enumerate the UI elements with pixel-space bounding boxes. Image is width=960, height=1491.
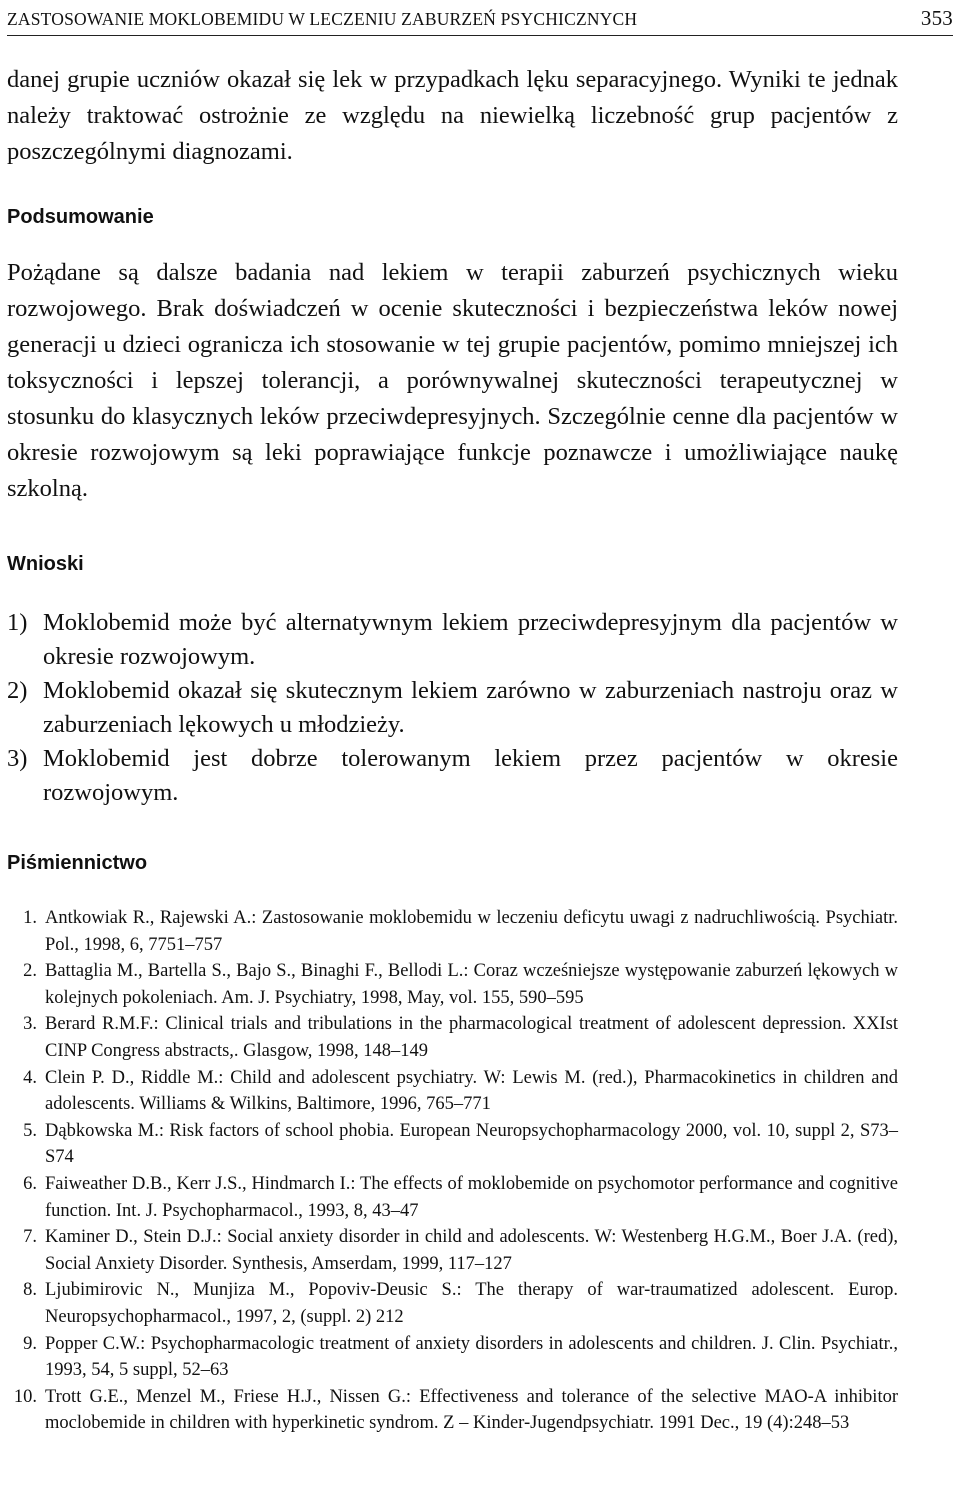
reference-text: Popper C.W.: Psychopharmacologic treatment of anxiety disorders in adolescents and children. J. Clin. Psychiatr., 1993, 54, 5 suppl, 52–63 <box>45 1333 898 1381</box>
conclusion-item <box>7 606 898 674</box>
reference-item <box>7 1277 898 1330</box>
conclusion-number: 2) <box>7 677 28 704</box>
reference-text: Antkowiak R., Rajewski A.: Zastosowanie moklobemidu w leczeniu deficytu uwagi z nadruchliwością. Psychiatr. Pol., 1998, 6, 7751–757 <box>45 908 898 955</box>
summary-heading: Podsumowanie <box>7 206 154 228</box>
reference-number: 5. <box>23 1120 37 1141</box>
conclusion-text: Moklobemid jest dobrze tolerowanym lekiem przez pacjentów w okresie rozwojowym. <box>43 745 898 806</box>
conclusions-heading: Wnioski <box>7 553 84 575</box>
reference-item <box>7 958 898 1011</box>
conclusion-number: 3) <box>7 745 28 772</box>
reference-text: Kaminer D., Stein D.J.: Social anxiety disorder in child and adolescents. W: Westenberg H.G.M., Boer J.A. (red), Social Anxiety Disorder. Synthesis, Amserdam, 1999, 117–127 <box>45 1227 898 1274</box>
reference-number: 2. <box>23 961 37 982</box>
reference-number: 8. <box>23 1280 37 1301</box>
reference-item <box>7 905 898 958</box>
reference-text: Dąbkowska M.: Risk factors of school phobia. European Neuropsychopharmacology 2000, vol. 10, suppl 2, S73–S74 <box>45 1120 898 1168</box>
references-list <box>7 905 898 1437</box>
page-number: 353 <box>920 6 953 30</box>
conclusion-item <box>7 742 898 810</box>
intro-paragraph: danej grupie uczniów okazał się lek w przypadkach lęku separacyjnego. Wyniki te jednak należy traktować ostrożnie ze względu na niewielką liczebność grup pacjentów z poszczególnymi diagnozami. <box>7 66 898 165</box>
reference-text: Clein P. D., Riddle M.: Child and adolescent psychiatry. W: Lewis M. (red.), Pharmacokinetics in children and adolescents. Williams & Wilkins, Baltimore, 1996, 765–771 <box>45 1067 898 1115</box>
reference-item <box>7 1224 898 1277</box>
reference-item <box>7 1065 898 1118</box>
reference-number: 3. <box>23 1014 37 1035</box>
reference-number: 1. <box>23 908 37 928</box>
reference-number: 6. <box>23 1173 37 1194</box>
reference-text: Battaglia M., Bartella S., Bajo S., Binaghi F., Bellodi L.: Coraz wcześniejsze występowanie zaburzeń lękowych w kolejnych pokoleniach. Am. J. Psychiatry, 1998, May, vol. 155, 590–595 <box>45 961 898 1008</box>
reference-number: 4. <box>23 1067 37 1088</box>
reference-item <box>7 1118 898 1171</box>
reference-text: Trott G.E., Menzel M., Friese H.J., Nissen G.: Effectiveness and tolerance of the selective MAO-A inhibitor moclobemide in children with hyperkinetic syndrom. Z – Kinder-Jugendpsychiatr. 1991 Dec., 19 (4):248–53 <box>45 1386 898 1434</box>
reference-number: 9. <box>23 1333 37 1354</box>
reference-item <box>7 1331 898 1384</box>
references-heading: Piśmiennictwo <box>7 852 148 874</box>
running-title: ZASTOSOWANIE MOKLOBEMIDU W LECZENIU ZABURZEŃ PSYCHICZNYCH <box>7 9 638 29</box>
reference-text: Faiweather D.B., Kerr J.S., Hindmarch I.: The effects of moklobemide on psychomotor performance and cognitive function. Int. J. Psychopharmacol., 1993, 8, 43–47 <box>45 1173 898 1221</box>
reference-item <box>7 1011 898 1064</box>
reference-number: 10. <box>13 1386 37 1407</box>
conclusion-text: Moklobemid może być alternatywnym lekiem przeciwdepresyjnym dla pacjentów w okresie rozwojowym. <box>43 609 898 670</box>
reference-number: 7. <box>23 1227 37 1248</box>
reference-item <box>7 1171 898 1224</box>
conclusion-item <box>7 674 898 742</box>
conclusions-list <box>7 606 898 810</box>
conclusion-text: Moklobemid okazał się skutecznym lekiem zarówno w zaburzeniach nastroju oraz w zaburzeniach lękowych u młodzieży. <box>43 677 898 738</box>
conclusion-number: 1) <box>7 609 28 636</box>
running-header <box>7 0 953 36</box>
reference-item <box>7 1384 898 1437</box>
reference-text: Ljubimirovic N., Munjiza M., Popoviv-Deusic S.: The therapy of war-traumatized adolescent. Europ. Neuropsychopharmacol., 1997, 2, (suppl. 2) 212 <box>45 1280 898 1327</box>
summary-paragraph: Pożądane są dalsze badania nad lekiem w terapii zaburzeń psychicznych wieku rozwojowego. Brak doświadczeń w ocenie skuteczności i bezpieczeństwa leków nowej generacji u dzieci ogranicza ich stosowanie w tej grupie pacjentów, pomimo mniejszej ich toksyczności i lepszej tolerancji, a porównywalnej skuteczności terapeutycznej w stosunku do klasycznych leków przeciwdepresyjnych. Szczególnie cenne dla pacjentów w okresie rozwojowym są leki poprawiające funkcje poznawcze i umożliwiające naukę szkolną. <box>7 259 898 502</box>
reference-text: Berard R.M.F.: Clinical trials and tribulations in the pharmacological treatment of adolescent depression. XXIst CINP Congress abstracts,. Glasgow, 1998, 148–149 <box>45 1014 898 1061</box>
